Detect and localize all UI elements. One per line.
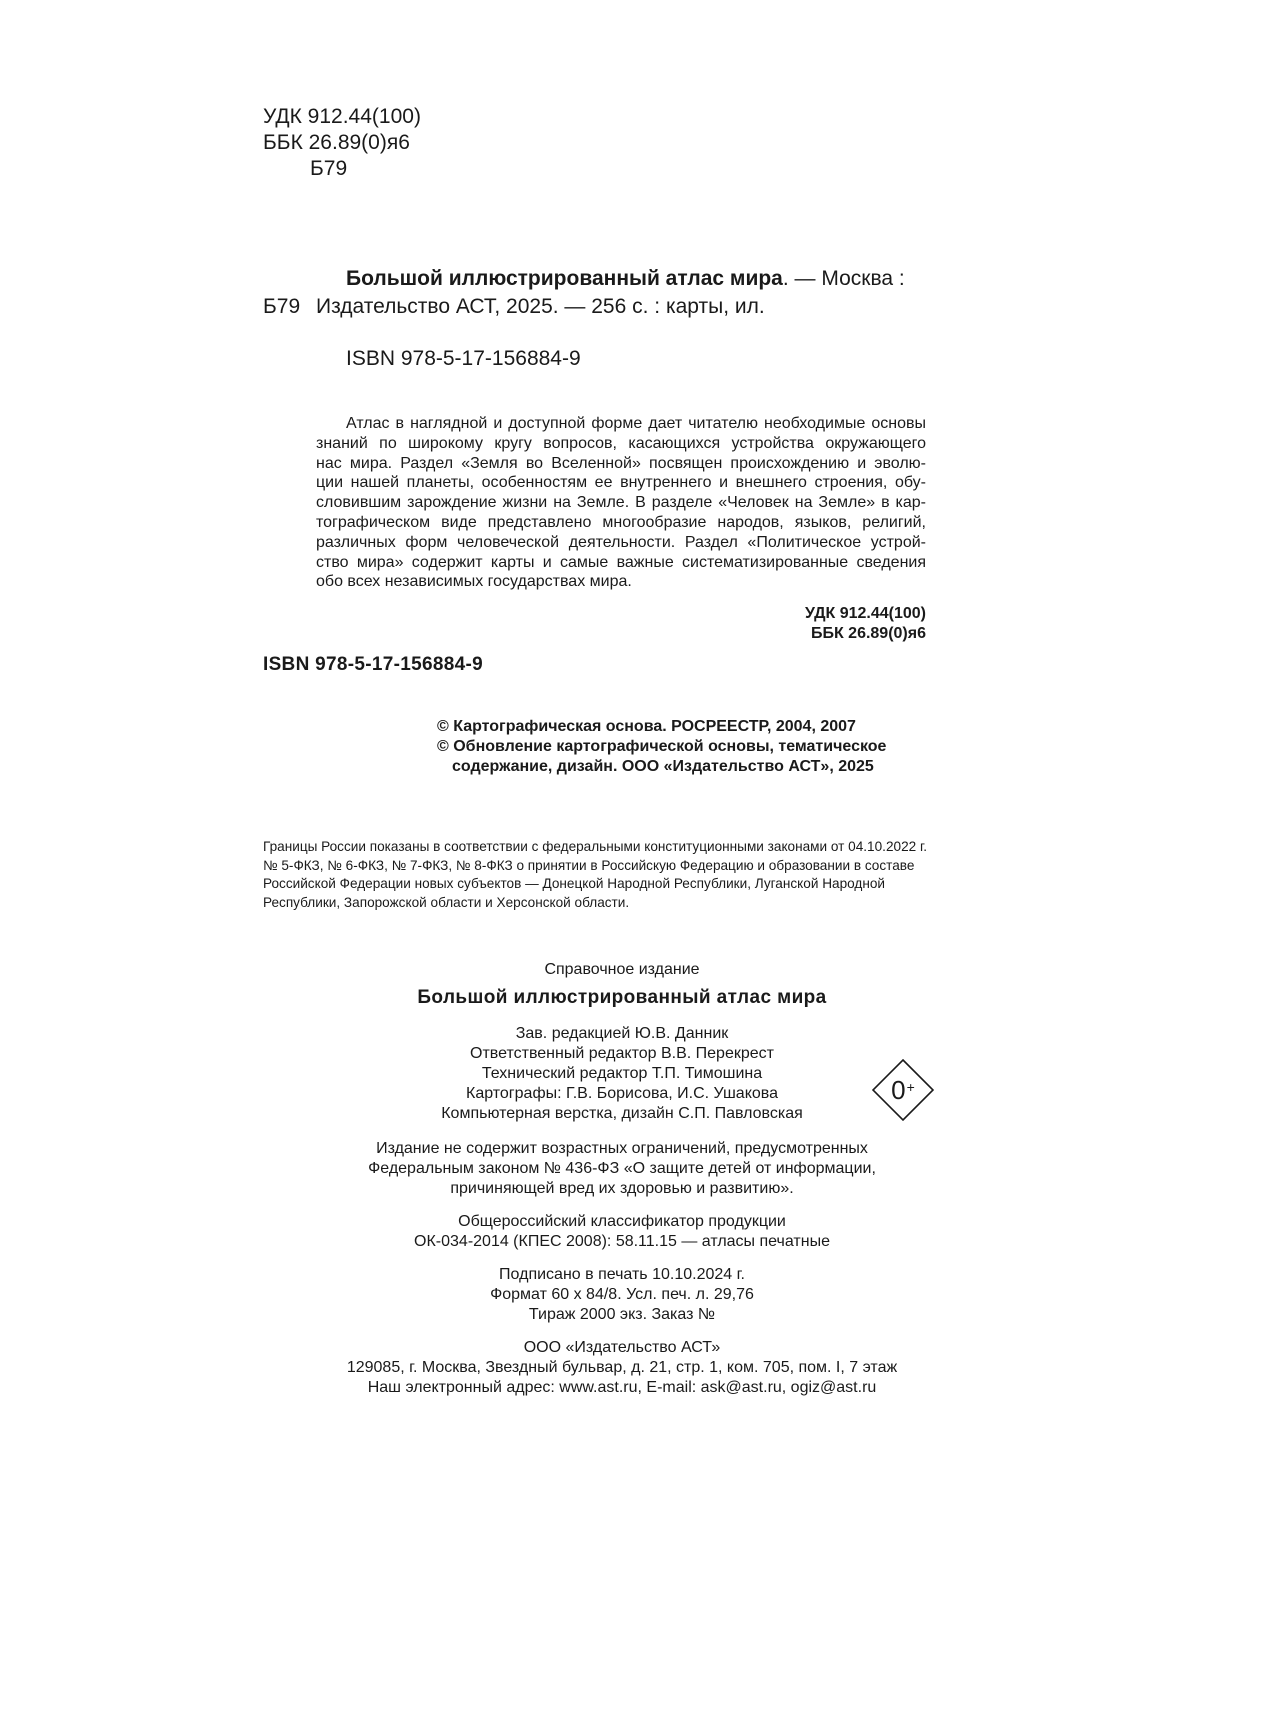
- udk-code: УДК 912.44(100): [263, 105, 421, 128]
- border-note-line: № 5-ФКЗ, № 6-ФКЗ, № 7-ФКЗ, № 8-ФКЗ о принятии в Российскую Федерацию и образовании в составе: [263, 857, 915, 873]
- author-mark: Б79: [310, 157, 348, 180]
- print-info-line: Подписано в печать 10.10.2024 г.: [499, 1266, 745, 1283]
- bbk-code-bold: ББК 26.89(0)я6: [810, 625, 926, 642]
- print-info-line: Формат 60 х 84/8. Усл. печ. л. 29,76: [490, 1286, 754, 1303]
- edition-type: Справочное издание: [544, 961, 700, 978]
- credit-line: Ответственный редактор В.В. Перекрест: [470, 1045, 774, 1062]
- publisher-line: ООО «Издательство АСТ»: [523, 1339, 721, 1356]
- right-codes: [805, 604, 926, 644]
- bibliographic-title-line: [346, 265, 905, 293]
- publisher-line: 129085, г. Москва, Звездный бульвар, д. 21, стр. 1, ком. 705, пом. I, 7 этаж: [346, 1359, 898, 1376]
- classifier-line: Общероссийский классификатор продукции: [458, 1213, 786, 1230]
- age-rating-plus: +: [906, 1079, 915, 1095]
- bibliographic-publisher-line: Издательство АСТ, 2025. — 256 с. : карты, ил.: [316, 295, 765, 318]
- annotation-line: Атлас в наглядной и доступной форме дает читателю необходимые основы: [346, 415, 926, 432]
- classifier-line: ОК-034-2014 (КПЕС 2008): 58.11.15 — атласы печатные: [414, 1233, 830, 1250]
- age-rating-badge: [872, 1059, 934, 1121]
- print-info-line: Тираж 2000 экз. Заказ №: [528, 1306, 716, 1323]
- publisher-line: Наш электронный адрес: www.ast.ru, E-mail: ask@ast.ru, ogiz@ast.ru: [367, 1379, 877, 1396]
- credit-line: Картографы: Г.В. Борисова, И.С. Ушакова: [465, 1085, 779, 1102]
- udk-code-bold: УДК 912.44(100): [804, 605, 926, 622]
- imprint-title: Большой иллюстрированный атлас мира: [417, 987, 827, 1008]
- age-rating-value: 0: [891, 1074, 906, 1105]
- annotation-line: словившим зарождение жизни на Земле. В разделе «Человек на Земле» в кар-: [316, 494, 926, 512]
- border-note-line: Республики, Запорожской области и Херсонской области.: [263, 895, 630, 911]
- border-note-line: Российской Федерации новых субъектов — Донецкой Народной Республики, Луганской Народной: [263, 876, 885, 892]
- title-rest: . — Москва :: [782, 267, 905, 290]
- annotation-paragraph: [316, 414, 926, 592]
- bibliographic-isbn: ISBN 978-5-17-156884-9: [346, 347, 581, 370]
- copyright-line: © Обновление картографической основы, тематическое: [437, 738, 887, 755]
- border-note-line: Границы России показаны в соответствии с федеральными конституционными законами от 04.10.2022 г.: [263, 839, 928, 854]
- copyright-block: [437, 717, 886, 777]
- copyright-line: содержание, дизайн. ООО «Издательство АСТ», 2025: [452, 758, 874, 775]
- annotation-line: ство мира» содержит карты и самые важные систематизированные сведения: [316, 553, 926, 571]
- bbk-code: ББК 26.89(0)я6: [263, 131, 410, 154]
- annotation-line: ции нашей планеты, особенностям ее внутреннего и внешнего строения, обу-: [316, 474, 926, 492]
- annotation-line: различных форм человеческой деятельности. Раздел «Политическое устрой-: [316, 533, 926, 551]
- book-title: Большой иллюстрированный атлас мира: [346, 267, 783, 290]
- credit-line: Технический редактор Т.П. Тимошина: [481, 1065, 763, 1082]
- age-rating-text: [872, 1059, 934, 1121]
- annotation-line: знаний по широкому кругу вопросов, касающихся устройства окружающего: [316, 434, 926, 452]
- age-notice-line: Издание не содержит возрастных ограничений, предусмотренных: [376, 1140, 868, 1157]
- bibliographic-mark: Б79: [263, 295, 301, 318]
- isbn-bold: ISBN 978-5-17-156884-9: [263, 654, 483, 675]
- annotation-line: обо всех независимых государствах мира.: [316, 573, 632, 591]
- annotation-line: тографическом виде представлено многообразие народов, языков, религий,: [316, 513, 926, 531]
- age-notice-line: Федеральным законом № 436-ФЗ «О защите детей от информации,: [368, 1160, 876, 1177]
- border-note: [263, 838, 927, 913]
- credit-line: Зав. редакцией Ю.В. Данник: [515, 1025, 729, 1042]
- age-notice-line: причиняющей вред их здоровью и развитию».: [450, 1180, 794, 1197]
- credit-line: Компьютерная верстка, дизайн С.П. Павловская: [441, 1105, 803, 1122]
- copyright-line: © Картографическая основа. РОСРЕЕСТР, 2004, 2007: [437, 718, 856, 735]
- annotation-line: нас мира. Раздел «Земля во Вселенной» посвящен происхождению и эволю-: [316, 454, 926, 472]
